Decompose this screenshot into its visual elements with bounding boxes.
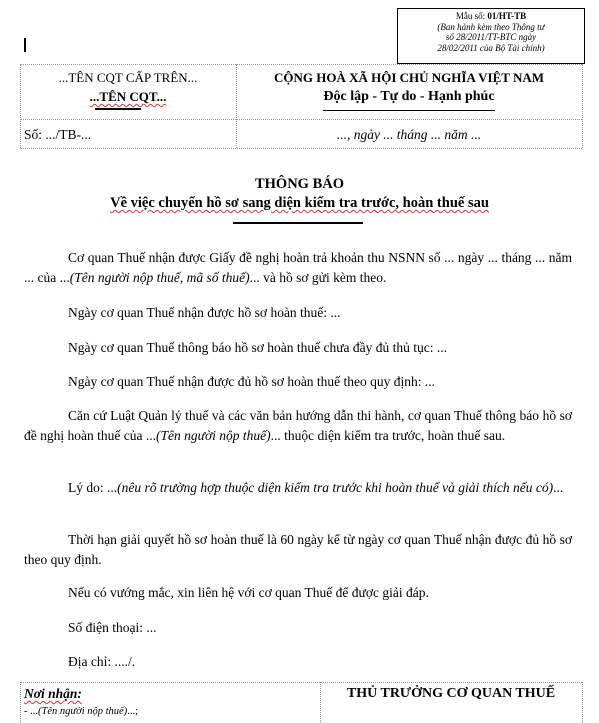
document-date: ..., ngày ... tháng ... năm ... [336,127,482,142]
parent-agency-name: ...TÊN CQT CẤP TRÊN... [58,70,198,85]
form-code: Mẫu số: 01/HT-TB [455,11,527,21]
text-cursor [24,38,26,52]
table-border-right [582,64,583,148]
title-underline [233,222,363,224]
paragraph-contact: Nếu có vướng mắc, xin liên hệ với cơ quan Thuế để được giải đáp. [68,585,429,600]
recipient-item: - ...(Tên người nộp thuế)...; [24,706,138,717]
paragraph-complete-date: Ngày cơ quan Thuế nhận được đủ hồ sơ hoàn thuế theo quy định: ... [68,374,436,389]
notice-title: THÔNG BÁO [254,176,345,192]
form-note-line-3: 28/02/2011 của Bộ Tài chính) [437,42,545,53]
table-border-top [20,64,582,65]
footer-table-left [20,682,21,723]
paragraph-incomplete-date: Ngày cơ quan Thuế thông báo hồ sơ hoàn thuế chưa đầy đủ thủ tục: ... [68,340,448,355]
paragraph-address: Địa chỉ: ..../. [68,654,136,669]
motto-underline [323,110,495,111]
country-name: CỘNG HOÀ XÃ HỘI CHỦ NGHĨA VIỆT NAM [273,70,545,85]
national-motto: Độc lập - Tự do - Hạnh phúc [323,89,495,104]
form-note-line-2: số 28/2011/TT-BTC ngày [445,32,537,42]
paragraph-received-date: Ngày cơ quan Thuế nhận được hồ sơ hoàn thuế: ... [68,305,341,320]
form-code-box [397,8,585,64]
recipients-label: Nơi nhận: [24,686,82,701]
agency-underline [95,108,141,110]
notice-subject: Về việc chuyển hồ sơ sang diện kiểm tra trước, hoàn thuế sau [110,195,489,211]
paragraph-phone: Số điện thoại: ... [68,620,157,635]
paragraph-processing-time: Thời hạn giải quyết hồ sơ hoàn thuế là 60 ngày kể từ ngày cơ quan Thuế nhận được đủ hồ sơ theo quy định. [24,532,572,567]
table-border-bottom [20,148,582,149]
form-note-line-1: (Ban hành kèm theo Thông tư [437,21,545,32]
footer-table-right [582,682,583,723]
agency-name: ...TÊN CQT... [89,89,167,104]
footer-table-top [20,682,582,683]
table-border-middle [20,119,582,120]
paragraph-reason: Lý do: ...(nêu rõ trường hợp thuộc diện kiểm tra trước khi hoàn thuế và giải thích nếu có)... [68,480,564,495]
paragraph-legal-basis: Căn cứ Luật Quản lý thuế và các văn bản hướng dẫn thi hành, cơ quan Thuế thông báo hồ sơ đề nghị hoàn thuế của ...(Tên người nộp thuế)... thuộc diện kiểm tra trước, hoàn thuế sau. [24,408,572,443]
document-number: Số: .../TB-... [24,127,92,142]
paragraph-request: Cơ quan Thuế nhận được Giấy đề nghị hoàn trả khoản thu NSNN số ... ngày ... tháng ... năm ... của ...(Tên người nộp thuế, mã số thuế)... và hồ sơ gửi kèm theo. [24,250,572,285]
signer-title: THỦ TRƯỞNG CƠ QUAN THUẾ [346,686,556,701]
